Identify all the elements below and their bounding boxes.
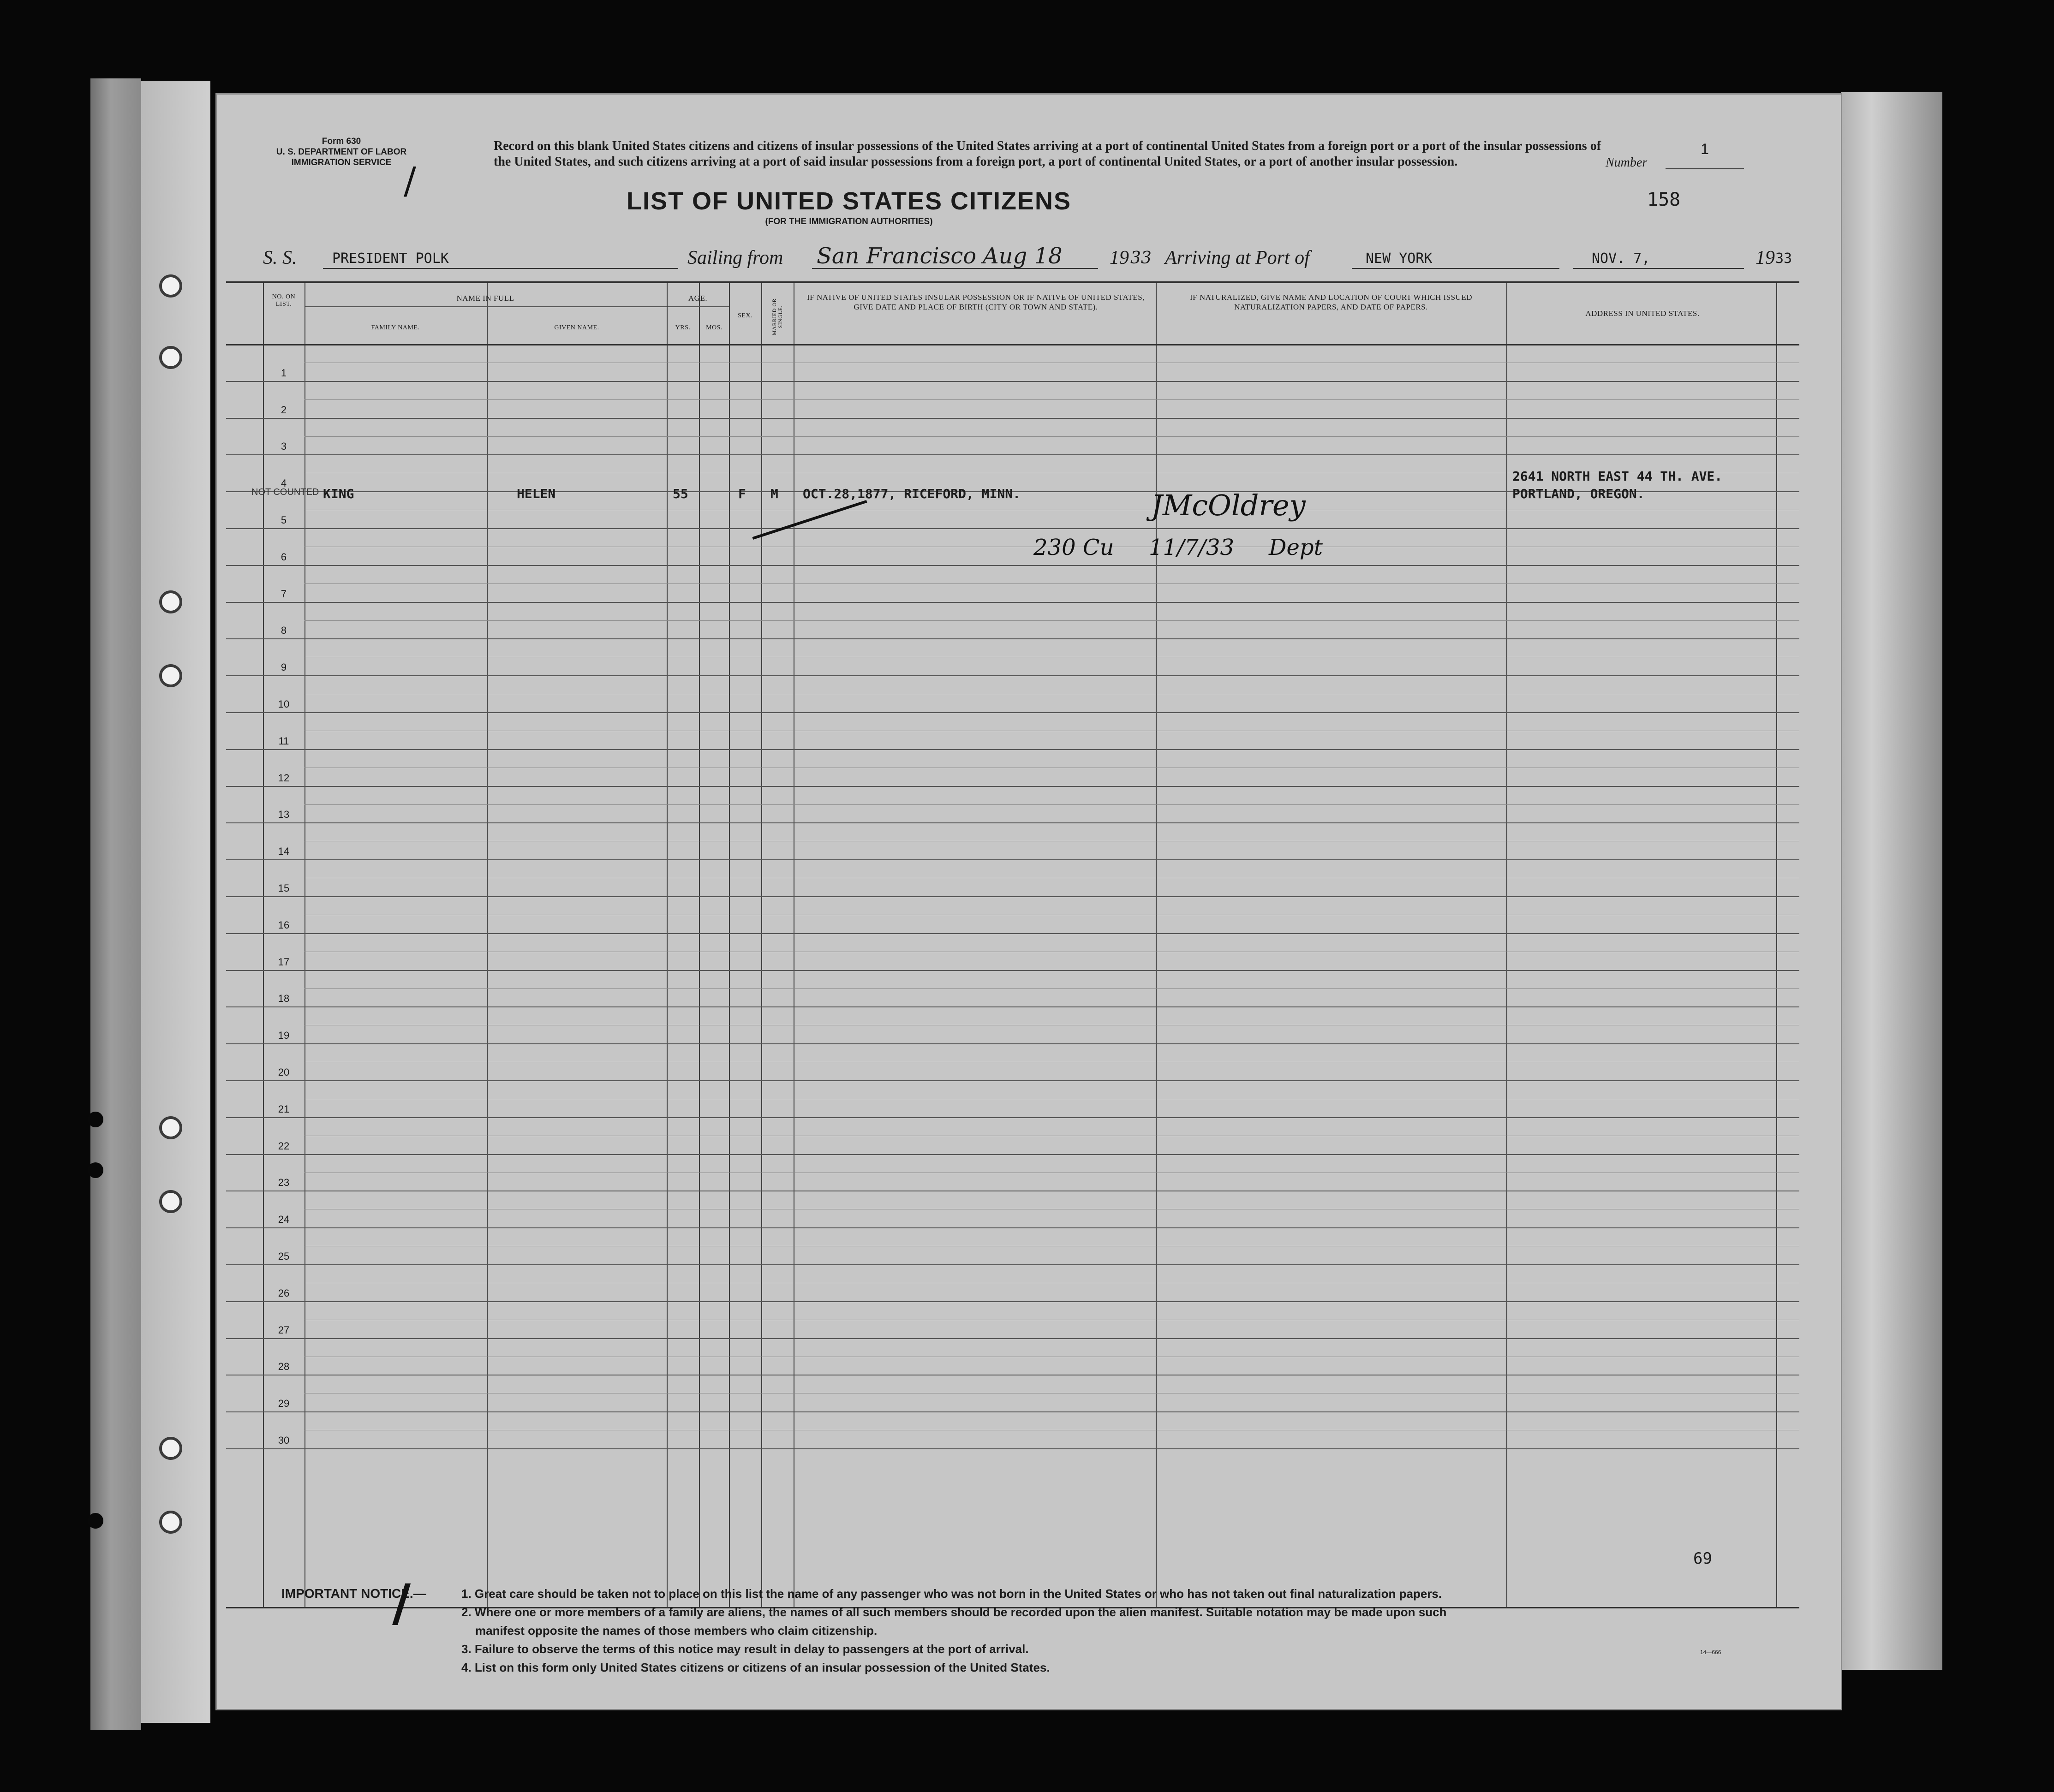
row-number: 10 [278, 698, 290, 710]
given-name-cell: HELEN [517, 486, 556, 501]
row-number: 8 [281, 625, 287, 637]
department-name: U. S. DEPARTMENT OF LABOR [276, 147, 407, 157]
row-subrule [305, 988, 1799, 989]
sailing-port: San Francisco [817, 243, 977, 269]
row-number: 11 [278, 735, 289, 747]
header-sex: SEX. [738, 312, 752, 319]
row-rule [226, 1043, 1799, 1044]
row-number: 28 [278, 1361, 290, 1373]
row-number: 21 [278, 1103, 290, 1115]
notice-heading: IMPORTANT NOTICE.— [281, 1586, 426, 1601]
year-prefix: 19 [1110, 247, 1129, 268]
row-rule [226, 933, 1799, 934]
notice-item: 3. Failure to observe the terms of this notice may result in delay to passengers at the port of arrival. [461, 1642, 1029, 1656]
row-rule [226, 786, 1799, 787]
row-number: 25 [278, 1250, 290, 1262]
notice-item: 1. Great care should be taken not to place on this list the name of any passenger who was not born in the United States or who has not taken out final naturalization papers. [461, 1587, 1442, 1601]
row-rule [226, 675, 1799, 676]
row-rule [226, 896, 1799, 897]
number-label: Number [1606, 155, 1648, 170]
row-rule [226, 602, 1799, 603]
header-mos: MOS. [706, 324, 722, 331]
column-rule [487, 283, 488, 1607]
page-number: 69 [1693, 1549, 1712, 1568]
punch-hole [88, 1162, 103, 1178]
passenger-table [226, 281, 1799, 1608]
row-number: 15 [278, 882, 290, 894]
header-no-on-list: NO. ON LIST. [272, 293, 296, 308]
row-number: 5 [281, 514, 287, 526]
header-name-in-full: NAME IN FULL [456, 294, 514, 303]
inspector-signature: JMcOldrey [1151, 488, 1306, 522]
not-counted-stamp: NOT COUNTED [251, 487, 319, 497]
row-rule [226, 418, 1799, 419]
binder-ring [159, 1511, 182, 1534]
header-bottom-rule [226, 344, 1799, 345]
binder-ring [159, 1116, 182, 1139]
column-rule [699, 283, 700, 1607]
column-rule [1156, 283, 1157, 1607]
header-married-single: MARRIED OR SINGLE. [771, 298, 783, 336]
address-line-1: 2641 NORTH EAST 44 TH. AVE. [1512, 469, 1723, 484]
row-number: 14 [278, 845, 290, 857]
arrival-date: NOV. 7, [1592, 250, 1650, 267]
row-number: 27 [278, 1324, 290, 1336]
arriving-label: Arriving at Port of [1165, 247, 1310, 268]
row-number: 24 [278, 1214, 290, 1226]
arrival-year: 33 [1775, 250, 1792, 267]
row-rule [226, 712, 1799, 713]
notice-item: manifest opposite the names of those members who claim citizenship. [475, 1624, 878, 1637]
row-number: 26 [278, 1287, 290, 1299]
row-rule [226, 638, 1799, 639]
column-rule [1776, 283, 1777, 1607]
header-naturalized: IF NATURALIZED, GIVE NAME AND LOCATION OF COURT WHICH ISSUED NATURALIZATION PAPERS, AND DATE OF PAPERS. [1189, 293, 1472, 311]
voyage-line [263, 242, 1792, 274]
number-value: 1 [1666, 141, 1744, 169]
notice-item: 4. List on this form only United States citizens or citizens of an insular possession of the United States. [461, 1661, 1050, 1674]
row-number: 12 [278, 772, 290, 784]
row-rule [226, 1411, 1799, 1412]
family-name-cell: KING [323, 486, 354, 501]
instruction-text: Record on this blank United States citizens and citizens of insular possessions of the United States arriving at a port of continental United States from a foreign port or a port of the insular possessions of the United States, and such citizens arriving at a port of said insular possessions from a foreign port, a port of continental United States, or a port of another insular possession. [494, 139, 1601, 169]
column-rule [667, 283, 668, 1607]
row-number: 1 [281, 367, 287, 379]
binder-ring [159, 590, 182, 613]
row-rule [226, 381, 1799, 382]
marital-cell: M [770, 486, 778, 501]
row-rule [226, 1338, 1799, 1339]
row-number: 19 [278, 1030, 290, 1042]
row-number: 13 [278, 809, 290, 821]
row-number: 7 [281, 588, 287, 600]
header-divider [305, 306, 667, 307]
sailing-year: 33 [1130, 249, 1152, 268]
stamp-number: 158 [1647, 189, 1681, 210]
row-number: 6 [281, 551, 287, 563]
address-line-2: PORTLAND, OREGON. [1512, 486, 1645, 501]
handwritten-check-mark [752, 500, 867, 540]
row-rule [226, 1301, 1799, 1302]
handwritten-annotation: Dept [1269, 535, 1323, 560]
page-title: LIST OF UNITED STATES CITIZENS [627, 187, 1071, 215]
binder-ring [159, 664, 182, 687]
sailing-label: Sailing from [687, 247, 783, 268]
header-given-name: GIVEN NAME. [554, 324, 599, 331]
binder-ring [159, 1190, 182, 1213]
row-number: 16 [278, 919, 290, 931]
row-rule [226, 1448, 1799, 1449]
row-number: 22 [278, 1140, 290, 1152]
row-number: 9 [281, 661, 287, 673]
row-number: 17 [278, 956, 290, 968]
row-rule [226, 454, 1799, 455]
header-address: ADDRESS IN UNITED STATES. [1585, 309, 1700, 318]
row-subrule [305, 436, 1799, 437]
margin-mark: / [392, 1573, 411, 1632]
ship-underline [323, 268, 678, 269]
header-yrs: YRS. [675, 324, 691, 331]
row-rule [226, 1264, 1799, 1265]
form-number: Form 630 [322, 137, 361, 146]
binder-strip [90, 78, 141, 1730]
row-rule [226, 1006, 1799, 1007]
column-rule [1506, 283, 1507, 1607]
sex-cell: F [738, 486, 746, 501]
handwritten-date: 11/7/33 [1149, 535, 1235, 560]
birth-cell: OCT.28,1877, RICEFORD, MINN. [803, 486, 1021, 501]
binder-ring [159, 1437, 182, 1460]
ss-label: S. S. [263, 247, 297, 268]
punch-hole [88, 1513, 103, 1529]
row-subrule [305, 620, 1799, 621]
header-divider [668, 306, 729, 307]
row-number: 20 [278, 1066, 290, 1078]
row-rule [226, 528, 1799, 529]
binder-ring [159, 274, 182, 298]
row-rule [226, 565, 1799, 566]
row-number: 3 [281, 441, 287, 452]
binder-page-edge [141, 81, 210, 1723]
row-subrule [305, 399, 1799, 400]
row-number: 23 [278, 1177, 290, 1189]
arrival-port-underline [1352, 268, 1559, 269]
row-number: 18 [278, 993, 290, 1005]
year-prefix: 19 [1755, 247, 1775, 268]
row-rule [226, 822, 1799, 823]
arrival-date-underline [1573, 268, 1744, 269]
handwritten-annotation: 230 Cu [1033, 535, 1114, 560]
punch-hole [88, 1112, 103, 1127]
row-subrule [305, 804, 1799, 805]
sailing-underline [812, 268, 1098, 269]
form-code: 14—666 [1700, 1649, 1721, 1655]
ship-name: PRESIDENT POLK [332, 250, 449, 267]
header-age: AGE. [688, 294, 708, 303]
notice-item: 2. Where one or more members of a family are aliens, the names of all such members should be recorded upon the alien manifest. Suitable notation may be made upon such [461, 1605, 1447, 1619]
row-rule [226, 1117, 1799, 1118]
row-rule [226, 1227, 1799, 1228]
column-rule [761, 283, 762, 1607]
column-rule [729, 283, 730, 1607]
age-years-cell: 55 [673, 486, 688, 501]
row-rule [226, 1080, 1799, 1081]
sheet-right-edge [1841, 92, 1942, 1670]
header-native: IF NATIVE OF UNITED STATES INSULAR POSSESSION OR IF NATIVE OF UNITED STATES, GIVE DATE AND PLACE OF BIRTH (CITY OR TOWN AND STATE). [807, 293, 1145, 311]
row-number: 29 [278, 1398, 290, 1410]
service-name: IMMIGRATION SERVICE [291, 158, 392, 167]
row-number: 2 [281, 404, 287, 416]
row-rule [226, 1154, 1799, 1155]
page-subtitle: (FOR THE IMMIGRATION AUTHORITIES) [765, 217, 933, 226]
form-identifier [272, 136, 411, 168]
sailing-date: Aug 18 [983, 243, 1063, 269]
margin-mark: / [404, 159, 416, 202]
row-subrule [305, 583, 1799, 584]
arrival-port: NEW YORK [1366, 250, 1433, 267]
manifest-sheet [217, 95, 1841, 1709]
row-number: 4 [281, 477, 287, 489]
row-number: 30 [278, 1435, 290, 1446]
row-rule [226, 749, 1799, 750]
row-rule [226, 859, 1799, 860]
binder-ring [159, 346, 182, 369]
row-rule [226, 970, 1799, 971]
header-family-name: FAMILY NAME. [371, 324, 420, 331]
column-rule [263, 283, 264, 1607]
